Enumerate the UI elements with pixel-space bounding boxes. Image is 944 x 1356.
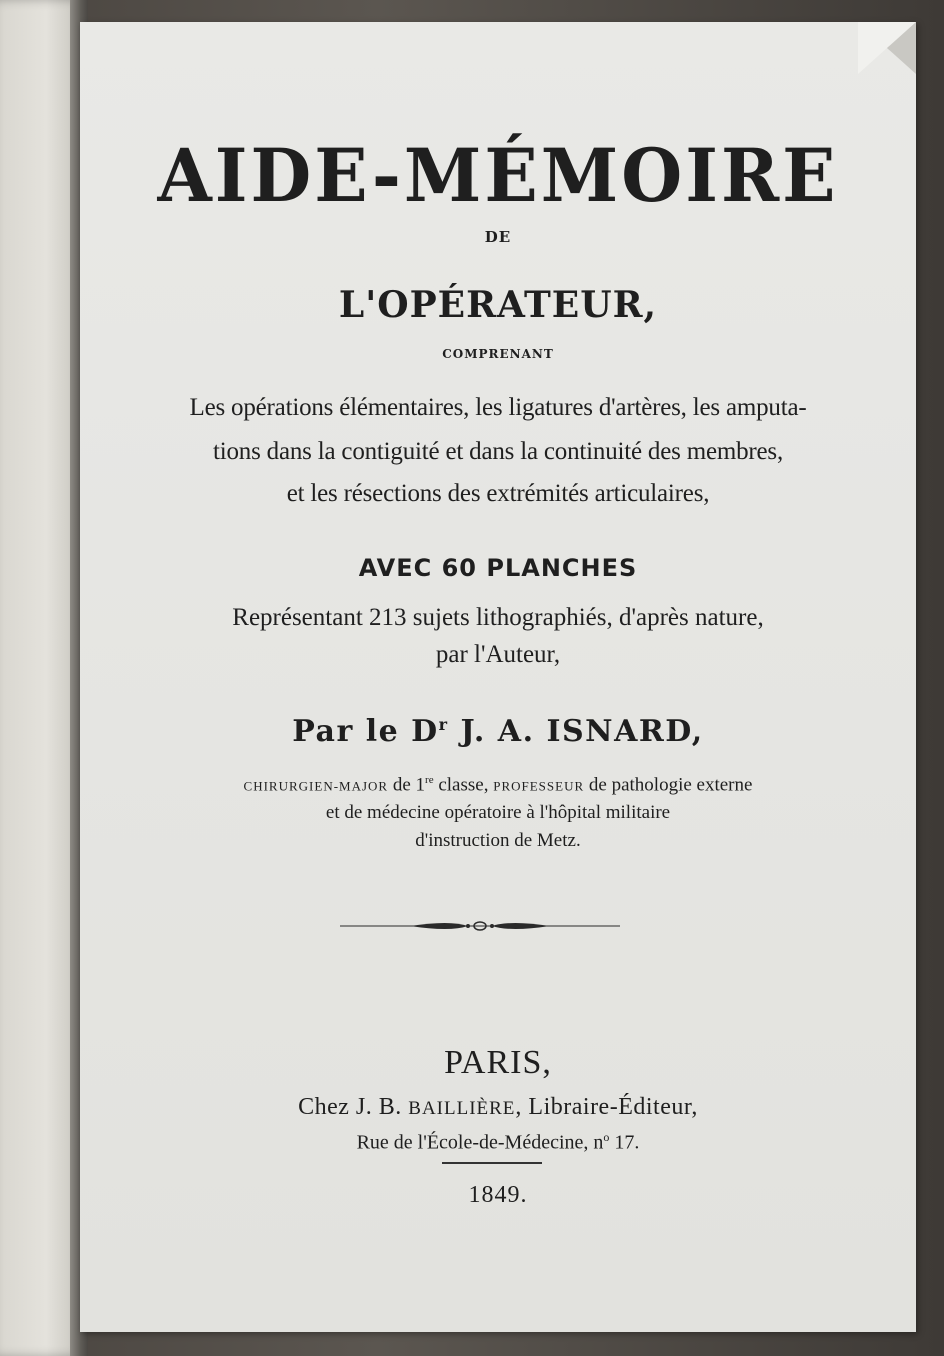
imprint-city: PARIS, [444, 1044, 552, 1081]
imprint-address [80, 1130, 916, 1155]
imprint-year: 1849. [468, 1182, 528, 1208]
credential-text-a: de 1 [388, 774, 426, 796]
description-line-1: Les opérations élémentaires, les ligatures d'artères, les amputa- [189, 394, 807, 421]
credential-professor: PROFESSEUR [493, 778, 585, 794]
book-subject: L'OPÉRATEUR, [338, 284, 658, 326]
publisher-text-b: , Libraire-Éditeur, [515, 1094, 698, 1120]
address-sup: o [603, 1130, 610, 1144]
author-prefix-sup: r [438, 715, 449, 734]
address-text-b: 17. [609, 1131, 640, 1154]
ornament-divider [340, 918, 620, 934]
plates-line-1: Représentant 213 sujets lithographiés, d'après nature, [232, 604, 764, 631]
credential-rank: CHIRURGIEN-MAJOR [243, 778, 389, 794]
credential-text-c: de pathologie externe [584, 774, 753, 796]
folded-corner [858, 22, 916, 74]
address-text-a: Rue de l'École-de-Médecine, n [356, 1131, 604, 1154]
description-line-3: et les résections des extrémités articulaires, [286, 480, 710, 507]
credentials-line-2: et de médecine opératoire à l'hôpital militaire [325, 802, 671, 823]
title-page [80, 22, 916, 1332]
author-name: J. A. ISNARD, [448, 714, 704, 749]
plates-line-2: par l'Auteur, [435, 641, 561, 668]
credentials-line-3: d'instruction de Metz. [415, 830, 581, 851]
description-line-2: tions dans la contiguité et dans la continuité des membres, [212, 438, 783, 465]
author-prefix: Par le D [292, 714, 439, 749]
imprint-publisher [80, 1094, 916, 1121]
plates-heading: AVEC 60 PLANCHES [358, 554, 638, 582]
comprenant-label: COMPRENANT [442, 347, 554, 361]
book-title: AIDE-MÉMOIRE [157, 131, 839, 220]
credential-text-b: classe, [433, 774, 494, 796]
imprint-rule [442, 1162, 542, 1164]
publisher-text-a: Chez J. B. [298, 1094, 409, 1120]
credential-sup: re [425, 774, 434, 786]
author-line [80, 714, 916, 749]
credentials-line-1 [80, 774, 916, 796]
title-de: DE [484, 228, 512, 246]
publisher-name: BAILLIÈRE [408, 1098, 516, 1119]
